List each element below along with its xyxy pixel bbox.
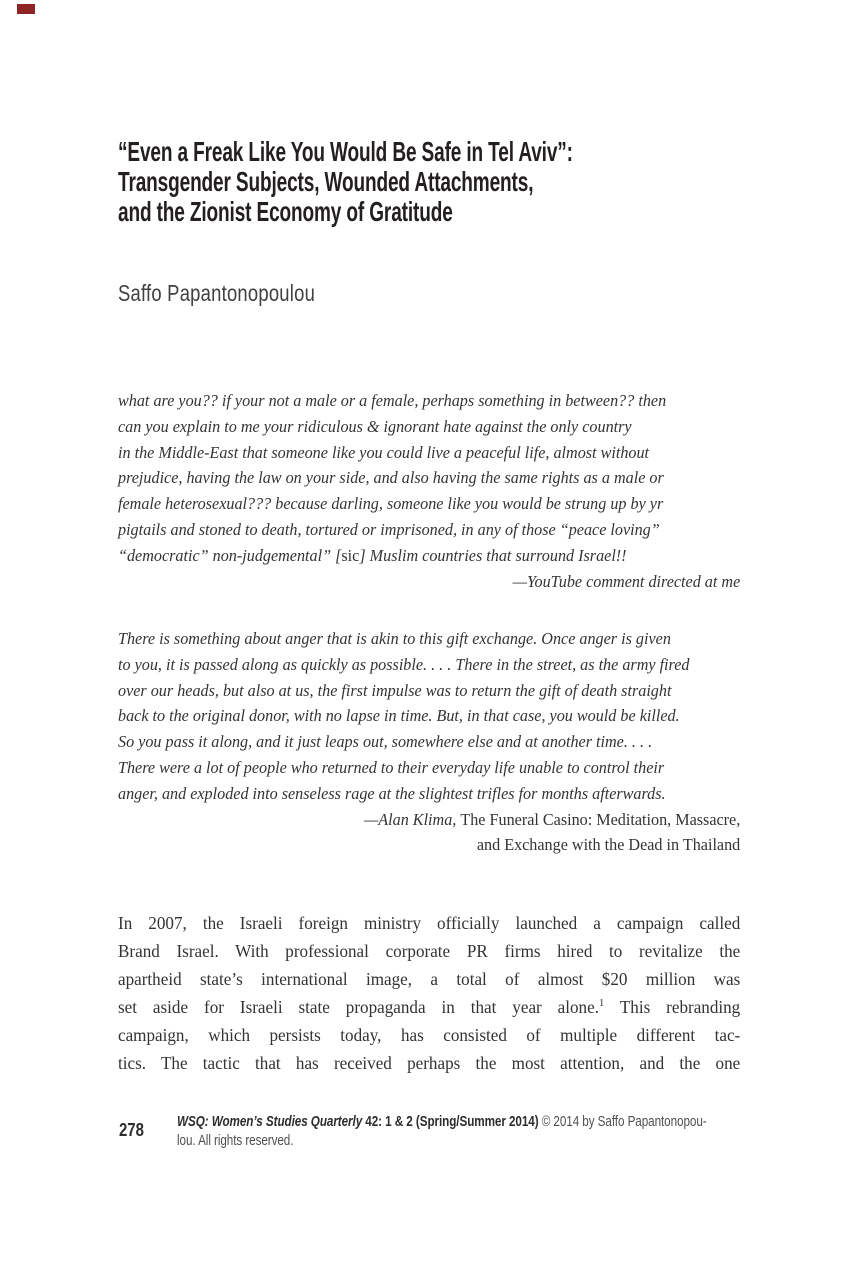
page-number: 278	[119, 1120, 144, 1140]
epigraph-line: There is something about anger that is akin to this gift exchange. Once anger is given	[118, 629, 671, 648]
epigraph-line: So you pass it along, and it just leaps out, somewhere else and at another time. . . .	[118, 732, 653, 752]
epigraph-line: over our heads, but also at us, the first impulse was to return the gift of death straight	[118, 680, 672, 700]
epigraph-line: prejudice, having the law on your side, and also having the same rights as a male or	[118, 468, 664, 488]
epigraph-line: There were a lot of people who returned to their everyday life unable to control their	[118, 757, 665, 777]
title-line-3: and the Zionist Economy of Gratitude	[118, 196, 453, 227]
epigraph-attribution: —YouTube comment directed at me	[512, 571, 741, 591]
epigraph-line: to you, it is passed along as quickly as possible. . . . There in the street, as the army fired	[118, 654, 690, 674]
copyright-text: © 2014 by Saffo Papantonopou-	[541, 1113, 707, 1130]
body-paragraph	[118, 909, 740, 1077]
footer-line-2: lou. All rights reserved.	[177, 1132, 294, 1149]
attribution-author: —Alan Klima,	[363, 809, 461, 829]
epigraph-line: back to the original donor, with no lapse in time. But, in that case, you would be killed.	[118, 706, 680, 726]
title-line-2: Transgender Subjects, Wounded Attachments,	[118, 166, 534, 197]
epigraph-attribution	[118, 807, 740, 833]
attribution-book-title: The Funeral Casino: Meditation, Massacre,	[460, 809, 741, 829]
body-line: tics. The tactic that has received perhaps the most attention, and the one	[118, 1053, 741, 1073]
footnote-superscript: 1	[598, 997, 605, 1009]
body-line: apartheid state’s international image, a total of almost $20 million was	[118, 969, 741, 989]
epigraph-text: ] Muslim countries that surround Israel!!	[359, 545, 627, 565]
body-line: In 2007, the Israeli foreign ministry officially launched a campaign called	[118, 913, 741, 933]
footer-line-1	[177, 1112, 707, 1131]
journal-footer	[177, 1112, 707, 1150]
author-name: Saffo Papantonopoulou	[118, 280, 316, 306]
epigraph-line	[118, 543, 740, 569]
epigraph-line: in the Middle-East that someone like you could live a peaceful life, almost without	[118, 442, 650, 462]
epigraph-klima	[118, 626, 740, 858]
journal-name: WSQ: Women’s Studies Quarterly	[177, 1113, 363, 1130]
epigraph-line: what are you?? if your not a male or a female, perhaps something in between?? then	[118, 391, 667, 410]
red-corner-mark	[17, 4, 35, 14]
article-title	[118, 137, 787, 227]
epigraph-line: can you explain to me your ridiculous & ignorant hate against the only country	[118, 416, 632, 436]
attribution-book-title-cont: and Exchange with the Dead in Thailand	[476, 835, 741, 855]
epigraph-line: pigtails and stoned to death, tortured or imprisoned, in any of those “peace loving”	[118, 519, 660, 539]
body-text: set aside for Israeli state propaganda in that year alone.	[118, 997, 599, 1017]
body-line	[118, 993, 740, 1021]
sic-marker: sic	[341, 545, 360, 565]
body-text: This rebranding	[604, 997, 741, 1017]
epigraph-youtube	[118, 388, 740, 594]
epigraph-text: “democratic” non-judgemental” [	[118, 545, 342, 565]
body-line: campaign, which persists today, has consisted of multiple different tac-	[118, 1025, 741, 1045]
epigraph-line: anger, and exploded into senseless rage at the slightest trifles for months afterwards.	[118, 783, 666, 803]
title-line-1: “Even a Freak Like You Would Be Safe in Tel Aviv”:	[118, 136, 573, 167]
epigraph-line: female heterosexual??? because darling, someone like you would be strung up by yr	[118, 494, 664, 514]
issue-info: 42: 1 & 2 (Spring/Summer 2014)	[362, 1113, 542, 1130]
body-line: Brand Israel. With professional corporate PR firms hired to revitalize the	[118, 941, 741, 961]
